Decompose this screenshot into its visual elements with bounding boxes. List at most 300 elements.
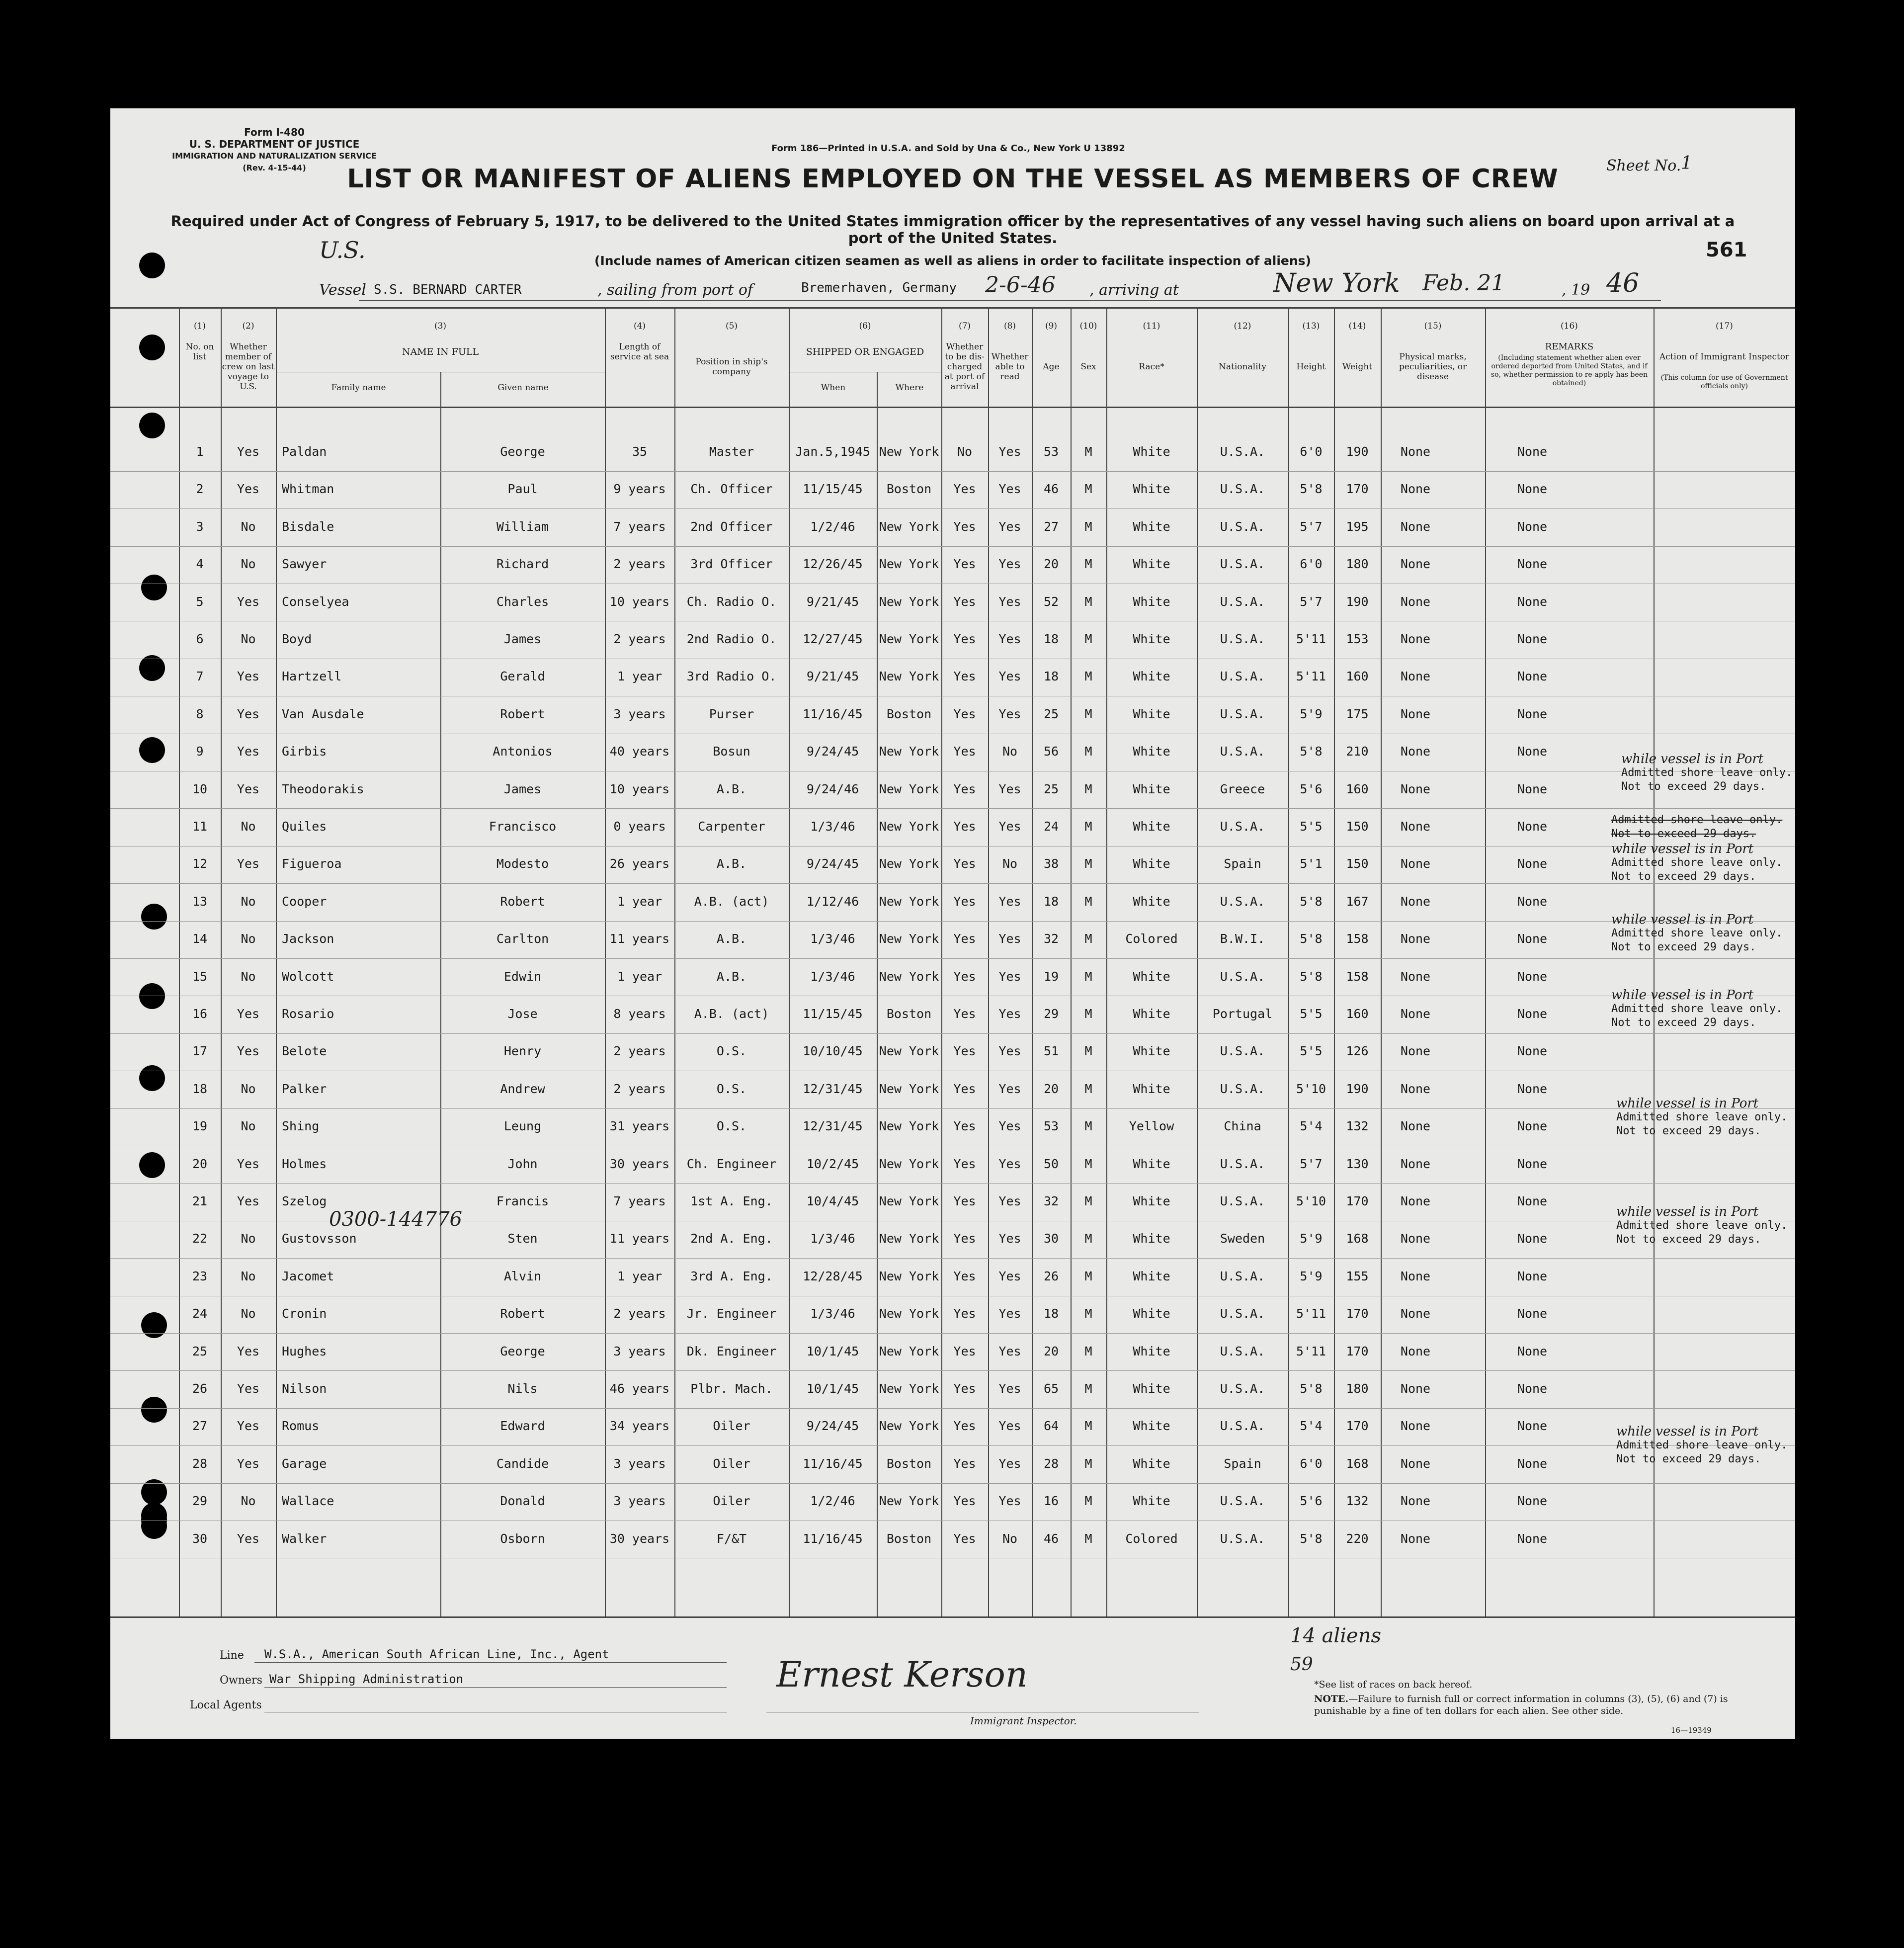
row-nationality: China xyxy=(1224,1119,1261,1134)
row-member: Yes xyxy=(237,1194,260,1208)
row-remarks: None xyxy=(1517,819,1548,834)
row-marks: None xyxy=(1400,1494,1431,1509)
row-family-name: Wolcott xyxy=(282,969,334,984)
row-given-name: James xyxy=(503,781,542,796)
line-label: Line xyxy=(220,1649,244,1662)
row-where: New York xyxy=(879,1044,939,1059)
row-service: 11 years xyxy=(609,932,670,946)
row-height: 5'7 xyxy=(1300,519,1323,534)
row-family-name: Girbis xyxy=(282,744,327,759)
row-rule xyxy=(110,1258,1795,1259)
row-discharged: Yes xyxy=(953,1344,976,1358)
vessel-name: S.S. BERNARD CARTER xyxy=(374,282,522,297)
row-weight: 168 xyxy=(1346,1456,1369,1471)
row-no: 13 xyxy=(192,894,208,909)
row-age: 53 xyxy=(1043,444,1059,459)
row-position: O.S. xyxy=(716,1044,747,1059)
aliens-total: 14 aliens xyxy=(1290,1624,1382,1647)
row-race: White xyxy=(1133,1081,1170,1096)
row-where: New York xyxy=(879,632,939,646)
row-nationality: U.S.A. xyxy=(1220,706,1265,721)
punch-hole xyxy=(139,737,165,763)
row-member: Yes xyxy=(237,482,260,497)
row-member: Yes xyxy=(237,594,260,609)
row-family-name: Holmes xyxy=(282,1156,327,1171)
punch-hole xyxy=(141,1513,167,1539)
row-sex: M xyxy=(1084,557,1092,572)
owners-label: Owners xyxy=(220,1674,262,1687)
row-no: 18 xyxy=(192,1081,208,1096)
row-marks: None xyxy=(1400,1456,1431,1471)
row-position: A.B. (act) xyxy=(694,1007,769,1021)
row-member: Yes xyxy=(237,1156,260,1171)
head-discharged: Whether to be dis-charged at port of arrival xyxy=(944,342,985,392)
row-read: Yes xyxy=(998,932,1021,946)
row-remarks: None xyxy=(1517,894,1548,909)
row-height: 6'0 xyxy=(1300,444,1323,459)
row-sex: M xyxy=(1084,856,1092,871)
row-rule xyxy=(110,1183,1795,1184)
row-rule xyxy=(110,846,1795,847)
row-discharged: Yes xyxy=(953,1194,976,1208)
row-height: 5'8 xyxy=(1300,932,1323,946)
row-no: 21 xyxy=(192,1194,208,1208)
row-race: White xyxy=(1133,557,1170,572)
row-family-name: Shing xyxy=(282,1119,320,1134)
row-age: 46 xyxy=(1043,1531,1059,1546)
row-family-name: Rosario xyxy=(282,1007,334,1021)
row-when: 10/10/45 xyxy=(803,1044,863,1059)
row-no: 17 xyxy=(192,1044,208,1059)
row-marks: None xyxy=(1400,1344,1431,1358)
row-sex: M xyxy=(1084,1194,1092,1208)
inspector-signature: Ernest Kerson xyxy=(776,1654,1028,1695)
row-age: 50 xyxy=(1043,1156,1059,1171)
row-weight: 130 xyxy=(1346,1156,1369,1171)
row-when: 1/3/46 xyxy=(810,819,855,834)
row-given-name: Gerald xyxy=(500,669,545,684)
row-when: 10/1/45 xyxy=(806,1344,859,1358)
sailing-port: Bremerhaven, Germany xyxy=(801,280,957,295)
punch-hole xyxy=(139,1065,165,1091)
row-where: Boston xyxy=(886,706,932,721)
row-height: 5'10 xyxy=(1296,1194,1326,1208)
row-sex: M xyxy=(1084,706,1092,721)
row-no: 10 xyxy=(192,781,208,796)
punch-hole xyxy=(141,1397,167,1423)
row-when: 11/16/45 xyxy=(803,706,863,721)
row-race: Colored xyxy=(1125,932,1178,946)
row-age: 25 xyxy=(1043,706,1059,721)
row-position: O.S. xyxy=(716,1119,747,1134)
row-read: Yes xyxy=(998,1306,1021,1321)
row-service: 10 years xyxy=(609,594,670,609)
row-rule xyxy=(110,1483,1795,1484)
row-where: New York xyxy=(879,594,939,609)
row-race: White xyxy=(1133,1381,1170,1396)
row-height: 5'5 xyxy=(1300,1044,1323,1059)
row-nationality: Spain xyxy=(1224,1456,1261,1471)
row-age: 28 xyxy=(1043,1456,1059,1471)
colnum-5: (5) xyxy=(725,321,738,331)
row-height: 5'11 xyxy=(1296,1344,1326,1358)
row-when: 9/21/45 xyxy=(806,594,859,609)
year-value: 46 xyxy=(1606,268,1640,298)
row-weight: 190 xyxy=(1346,594,1369,609)
row-family-name: Jackson xyxy=(282,932,334,946)
row-age: 18 xyxy=(1043,669,1059,684)
row-marks: None xyxy=(1400,1381,1431,1396)
colnum-8: (8) xyxy=(1003,321,1016,331)
year-label: , 19 xyxy=(1562,281,1590,299)
row-given-name: Edward xyxy=(500,1419,545,1434)
row-service: 31 years xyxy=(609,1119,670,1134)
row-member: No xyxy=(241,819,256,834)
row-age: 27 xyxy=(1043,519,1059,534)
row-discharged: Yes xyxy=(953,1231,976,1246)
row-rule xyxy=(110,883,1795,884)
row-height: 6'0 xyxy=(1300,1456,1323,1471)
page-title: LIST OR MANIFEST OF ALIENS EMPLOYED ON THE VESSEL AS MEMBERS OF CREW xyxy=(347,164,1559,194)
row-sex: M xyxy=(1084,1044,1092,1059)
row-age: 32 xyxy=(1043,1194,1059,1208)
row-discharged: Yes xyxy=(953,1456,976,1471)
row-no: 1 xyxy=(196,444,204,459)
row-no: 20 xyxy=(192,1156,208,1171)
row-service: 2 years xyxy=(613,1081,666,1096)
colnum-12: (12) xyxy=(1234,321,1251,331)
row-when: 11/15/45 xyxy=(803,1007,863,1021)
row-height: 6'0 xyxy=(1300,557,1323,572)
row-discharged: No xyxy=(957,444,973,459)
row-age: 18 xyxy=(1043,1306,1059,1321)
row-remarks: None xyxy=(1517,1381,1548,1396)
row-race: White xyxy=(1133,1007,1170,1021)
vessel-prefix: U.S. xyxy=(319,237,366,263)
row-member: No xyxy=(241,557,256,572)
row-race: White xyxy=(1133,1419,1170,1434)
head-remarks-sub: (Including statement whether alien ever ordered deported from United States, and if so, whether permission to re-apply has been obtained) xyxy=(1490,354,1648,387)
row-position: Purser xyxy=(709,706,754,721)
row-given-name: Edwin xyxy=(503,969,542,984)
row-where: New York xyxy=(879,856,939,871)
subtitle: Required under Act of Congress of February 5, 1917, to be delivered to the United States immigration officer by the representatives of any vessel having such aliens on board upon arrival at a port of the United States. xyxy=(170,213,1735,247)
row-service: 8 years xyxy=(613,1007,666,1021)
row-discharged: Yes xyxy=(953,1156,976,1171)
row-member: No xyxy=(241,1119,256,1134)
row-no: 16 xyxy=(192,1007,208,1021)
row-marks: None xyxy=(1400,1119,1431,1134)
row-when: 9/24/45 xyxy=(806,744,859,759)
row-discharged: Yes xyxy=(953,557,976,572)
head-family: Family name xyxy=(331,383,386,393)
row-when: Jan.5,1945 xyxy=(795,444,870,459)
row-race: White xyxy=(1133,894,1170,909)
row-age: 29 xyxy=(1043,1007,1059,1021)
row-weight: 160 xyxy=(1346,669,1369,684)
row-discharged: Yes xyxy=(953,1081,976,1096)
row-age: 46 xyxy=(1043,482,1059,497)
row-remarks: None xyxy=(1517,1419,1548,1434)
row-service: 1 year xyxy=(617,1269,662,1283)
fine-note: NOTE.—Failure to furnish full or correct information in columns (3), (5), (6) and (7) is punishable by a fine of ten dollars for each alien. See other side. xyxy=(1314,1694,1728,1716)
row-race: White xyxy=(1133,1194,1170,1208)
row-read: Yes xyxy=(998,1494,1021,1509)
row-marks: None xyxy=(1400,632,1431,646)
row-marks: None xyxy=(1400,1531,1431,1546)
row-member: No xyxy=(241,519,256,534)
row-height: 5'11 xyxy=(1296,632,1326,646)
row-nationality: U.S.A. xyxy=(1220,632,1265,646)
row-weight: 150 xyxy=(1346,819,1369,834)
table-header-rule xyxy=(110,407,1795,408)
row-age: 64 xyxy=(1043,1419,1059,1434)
row-member: No xyxy=(241,894,256,909)
row-age: 65 xyxy=(1043,1381,1059,1396)
row-age: 20 xyxy=(1043,1081,1059,1096)
colnum-6: (6) xyxy=(859,321,871,331)
row-nationality: U.S.A. xyxy=(1220,969,1265,984)
row-position: Plbr. Mach. xyxy=(690,1381,773,1396)
row-position: A.B. xyxy=(716,856,747,871)
row-remarks: None xyxy=(1517,1531,1548,1546)
row-read: Yes xyxy=(998,1081,1021,1096)
row-family-name: Palker xyxy=(282,1081,327,1096)
row-service: 30 years xyxy=(609,1531,670,1546)
row-no: 15 xyxy=(192,969,208,984)
row-service: 2 years xyxy=(613,1044,666,1059)
row-nationality: B.W.I. xyxy=(1220,932,1265,946)
row-position: 1st A. Eng. xyxy=(690,1194,773,1208)
row-discharged: Yes xyxy=(953,969,976,984)
row-read: No xyxy=(1002,744,1018,759)
row-where: Boston xyxy=(886,1007,932,1021)
colnum-1: (1) xyxy=(193,321,206,331)
row-race: White xyxy=(1133,1044,1170,1059)
row-read: Yes xyxy=(998,1381,1021,1396)
row-race: White xyxy=(1133,744,1170,759)
row-member: Yes xyxy=(237,669,260,684)
row-family-name: Theodorakis xyxy=(282,781,364,796)
row-where: New York xyxy=(879,1231,939,1246)
row-nationality: U.S.A. xyxy=(1220,1194,1265,1208)
row-given-name: Modesto xyxy=(496,856,549,871)
row-remarks: None xyxy=(1517,856,1548,871)
row-marks: None xyxy=(1400,482,1431,497)
row-weight: 155 xyxy=(1346,1269,1369,1283)
head-physical: Physical marks, peculiarities, or disease xyxy=(1399,352,1467,382)
row-when: 11/16/45 xyxy=(803,1531,863,1546)
row-given-name: Jose xyxy=(507,1007,538,1021)
row-service: 0 years xyxy=(613,819,666,834)
row-read: Yes xyxy=(998,1156,1021,1171)
row-discharged: Yes xyxy=(953,856,976,871)
row-discharged: Yes xyxy=(953,1269,976,1283)
row-sex: M xyxy=(1084,444,1092,459)
row-remarks: None xyxy=(1517,1119,1548,1134)
colnum-7: (7) xyxy=(958,321,971,331)
row-no: 26 xyxy=(192,1381,208,1396)
row-rule xyxy=(110,808,1795,809)
row-sex: M xyxy=(1084,1269,1092,1283)
row-read: Yes xyxy=(998,1119,1021,1134)
inspector-label: Immigrant Inspector. xyxy=(970,1715,1077,1727)
row-service: 1 year xyxy=(617,894,662,909)
row-position: A.B. xyxy=(716,969,747,984)
head-service: Length of service at sea xyxy=(610,342,669,362)
row-position: 3rd Officer xyxy=(690,557,773,572)
row-weight: 180 xyxy=(1346,1381,1369,1396)
row-sex: M xyxy=(1084,1419,1092,1434)
vessel-underline xyxy=(359,300,1661,301)
punch-hole xyxy=(141,904,167,930)
row-age: 38 xyxy=(1043,856,1059,871)
row-nationality: U.S.A. xyxy=(1220,1156,1265,1171)
row-no: 28 xyxy=(192,1456,208,1471)
row-race: Colored xyxy=(1125,1531,1178,1546)
row-remarks: None xyxy=(1517,744,1548,759)
row-nationality: U.S.A. xyxy=(1220,594,1265,609)
row-member: Yes xyxy=(237,1531,260,1546)
row-nationality: U.S.A. xyxy=(1220,1269,1265,1283)
row-when: 9/24/45 xyxy=(806,1419,859,1434)
row-read: Yes xyxy=(998,819,1021,834)
row-member: No xyxy=(241,1269,256,1283)
row-sex: M xyxy=(1084,669,1092,684)
row-remarks: None xyxy=(1517,669,1548,684)
row-service: 3 years xyxy=(613,706,666,721)
colnum-14: (14) xyxy=(1348,321,1366,331)
row-where: New York xyxy=(879,1381,939,1396)
row-nationality: Sweden xyxy=(1220,1231,1265,1246)
table-bottom-rule xyxy=(110,1616,1795,1618)
row-member: Yes xyxy=(237,744,260,759)
row-height: 5'11 xyxy=(1296,1306,1326,1321)
row-sex: M xyxy=(1084,1081,1092,1096)
row-when: 9/24/46 xyxy=(806,781,859,796)
row-no: 25 xyxy=(192,1344,208,1358)
row-race: White xyxy=(1133,819,1170,834)
row-when: 11/16/45 xyxy=(803,1456,863,1471)
punch-hole xyxy=(141,1312,167,1338)
row-read: Yes xyxy=(998,1007,1021,1021)
row-given-name: Robert xyxy=(500,1306,545,1321)
row-height: 5'9 xyxy=(1300,1231,1323,1246)
row-no: 24 xyxy=(192,1306,208,1321)
head-age: Age xyxy=(1043,362,1060,372)
row-race: White xyxy=(1133,669,1170,684)
row-discharged: Yes xyxy=(953,519,976,534)
row-discharged: Yes xyxy=(953,706,976,721)
row-marks: None xyxy=(1400,706,1431,721)
row-when: 1/3/46 xyxy=(810,932,855,946)
row-sex: M xyxy=(1084,519,1092,534)
row-sex: M xyxy=(1084,594,1092,609)
row-weight: 158 xyxy=(1346,969,1369,984)
row-nationality: U.S.A. xyxy=(1220,1419,1265,1434)
row-remarks: None xyxy=(1517,1306,1548,1321)
row-race: White xyxy=(1133,1344,1170,1358)
colnum-15: (15) xyxy=(1424,321,1442,331)
row-height: 5'5 xyxy=(1300,819,1323,834)
row-position: Ch. Engineer xyxy=(686,1156,777,1171)
row-race: White xyxy=(1133,444,1170,459)
row-given-name: Donald xyxy=(500,1494,545,1509)
row-nationality: U.S.A. xyxy=(1220,1531,1265,1546)
row-weight: 170 xyxy=(1346,1194,1369,1208)
row-position: Bosun xyxy=(713,744,750,759)
col-rule xyxy=(1654,307,1655,1617)
row-height: 5'8 xyxy=(1300,1531,1323,1546)
row-marks: None xyxy=(1400,744,1431,759)
row-position: A.B. xyxy=(716,781,747,796)
row-marks: None xyxy=(1400,519,1431,534)
row-position: Ch. Radio O. xyxy=(686,594,777,609)
row-nationality: Greece xyxy=(1220,781,1265,796)
row-no: 14 xyxy=(192,932,208,946)
row-discharged: Yes xyxy=(953,819,976,834)
row-race: White xyxy=(1133,1231,1170,1246)
row-member: Yes xyxy=(237,856,260,871)
row-no: 5 xyxy=(196,594,204,609)
row-read: Yes xyxy=(998,1044,1021,1059)
row-read: Yes xyxy=(998,1419,1021,1434)
row-rule xyxy=(110,1108,1795,1109)
arriving-label: , arriving at xyxy=(1089,281,1179,299)
row-service: 40 years xyxy=(609,744,670,759)
row-given-name: Francis xyxy=(496,1194,549,1208)
row-position: Jr. Engineer xyxy=(686,1306,777,1321)
row-weight: 180 xyxy=(1346,557,1369,572)
row-given-name: Antonios xyxy=(493,744,553,759)
row-member: Yes xyxy=(237,706,260,721)
page-number: 561 xyxy=(1706,239,1747,261)
row-position: 2nd Radio O. xyxy=(686,632,777,646)
row-race: White xyxy=(1133,594,1170,609)
head-read: Whether able to read xyxy=(991,352,1029,382)
row-service: 2 years xyxy=(613,632,666,646)
row-height: 5'10 xyxy=(1296,1081,1326,1096)
row-race: White xyxy=(1133,706,1170,721)
row-member: Yes xyxy=(237,1007,260,1021)
row-remarks: None xyxy=(1517,706,1548,721)
colnum-3: (3) xyxy=(434,321,447,331)
row-read: Yes xyxy=(998,969,1021,984)
row-rule xyxy=(110,508,1795,509)
manifest-sheet xyxy=(110,108,1795,1739)
row-sex: M xyxy=(1084,894,1092,909)
row-when: 9/24/45 xyxy=(806,856,859,871)
row-no: 12 xyxy=(192,856,208,871)
row-no: 23 xyxy=(192,1269,208,1283)
row-age: 51 xyxy=(1043,1044,1059,1059)
row-family-name: Sawyer xyxy=(282,557,327,572)
row-family-name: Garage xyxy=(282,1456,327,1471)
row-member: No xyxy=(241,932,256,946)
row-member: Yes xyxy=(237,444,260,459)
row-sex: M xyxy=(1084,819,1092,834)
row-family-name: Wallace xyxy=(282,1494,334,1509)
row-remarks: None xyxy=(1517,969,1548,984)
row-read: Yes xyxy=(998,519,1021,534)
row-height: 5'6 xyxy=(1300,1494,1323,1509)
row-sex: M xyxy=(1084,969,1092,984)
row-member: No xyxy=(241,1231,256,1246)
row-age: 18 xyxy=(1043,632,1059,646)
row-marks: None xyxy=(1400,1081,1431,1096)
row-marks: None xyxy=(1400,819,1431,834)
row-family-name: Nilson xyxy=(282,1381,327,1396)
